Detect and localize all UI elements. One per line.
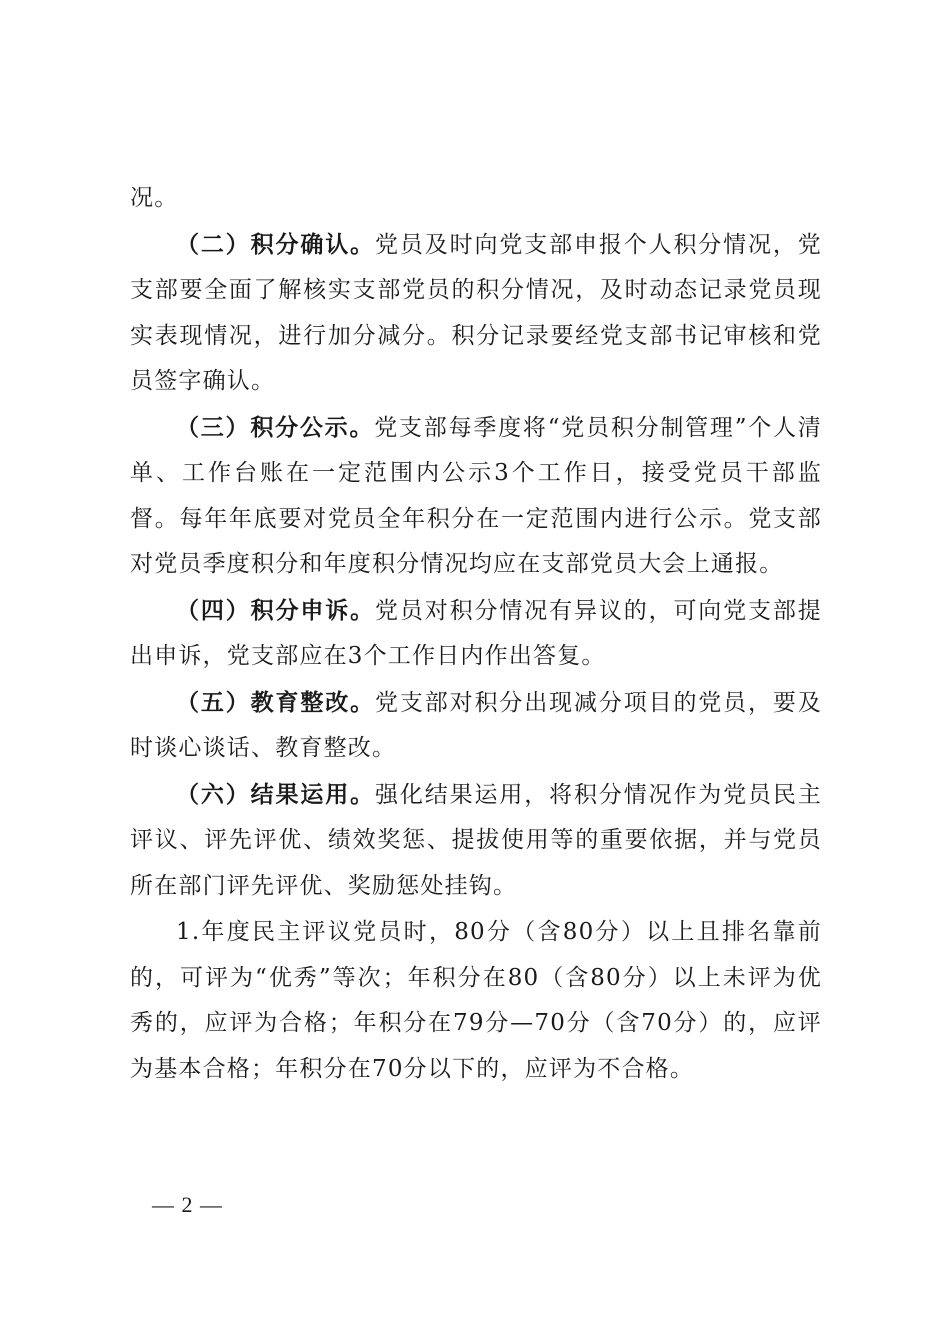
section-heading: （四）积分申诉。	[176, 596, 375, 624]
section-heading: （六）结果运用。	[176, 780, 375, 808]
paragraph-score-appeal	[130, 588, 822, 680]
document-body	[130, 176, 822, 1092]
paragraph-score-confirmation	[130, 222, 822, 405]
paragraph-text: 党员及时向党支部申报个人积分情况，党支部要全面了解核实支部党员的积分情况，及时动态记录党员现实表现情况，进行加分减分。积分记录要经党支部书记审核和党员签字确认。	[130, 231, 822, 394]
paragraph-text: 况。	[130, 185, 179, 211]
paragraph-item-1	[130, 909, 822, 1092]
paragraph-text: 党支部每季度将“党员积分制管理”个人清单、工作台账在一定范围内公示3个工作日，接受党员干部监督。每年年底要对党员全年积分在一定范围内进行公示。党支部对党员季度积分和年度积分情况均应在支部党员大会上通报。	[130, 414, 822, 577]
paragraph-education-rectification	[130, 680, 822, 772]
paragraph-score-publicity	[130, 405, 822, 588]
paragraph-result-application	[130, 772, 822, 910]
section-heading: （五）教育整改。	[176, 688, 375, 716]
paragraph-text: 1.年度民主评议党员时，80分（含80分）以上且排名靠前的，可评为“优秀”等次；年积分在80（含80分）以上未评为优秀的，应评为合格；年积分在79分—70分（含70分）的，应评为基本合格；年积分在70分以下的，应评为不合格。	[130, 919, 822, 1082]
paragraph-continuation	[130, 176, 822, 222]
paragraph-text: 党支部对积分出现减分项目的党员，要及时谈心谈话、教育整改。	[130, 689, 822, 761]
page-number: — 2 —	[152, 1192, 223, 1217]
paragraph-text: 党员对积分情况有异议的，可向党支部提出申诉，党支部应在3个工作日内作出答复。	[130, 597, 822, 669]
section-heading: （二）积分确认。	[176, 230, 375, 258]
paragraph-text: 强化结果运用，将积分情况作为党员民主评议、评先评优、绩效奖惩、提拔使用等的重要依据，并与党员所在部门评先评优、奖励惩处挂钩。	[130, 781, 822, 899]
section-heading: （三）积分公示。	[176, 413, 375, 441]
